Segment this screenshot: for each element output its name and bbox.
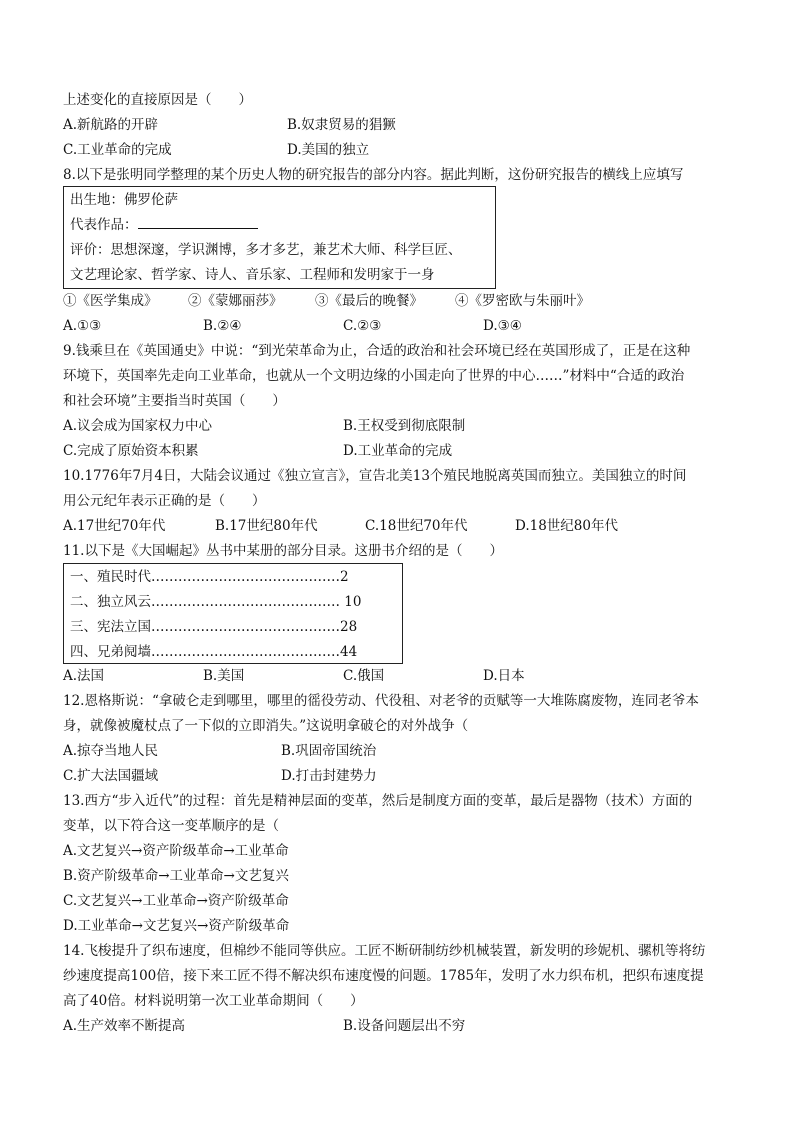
q11-toc-row-1: 一、殖民时代……………………………………2 [70, 569, 349, 585]
q11-toc-box [63, 563, 403, 664]
q11-toc-row-4: 四、兄弟阋墙……………………………………44 [70, 644, 358, 660]
q7-option-c[interactable]: C.工业革命的完成 [63, 142, 172, 158]
q11-option-c[interactable]: C.俄国 [343, 668, 385, 684]
q14-stem-line1: 14.飞梭提升了织布速度，但棉纱不能同等供应。工匠不断研制纺纱机械装置，新发明的珍妮机、骡机等将纺 [63, 943, 706, 959]
q8-works-label: 代表作品： [70, 217, 138, 233]
q8-fill-blank [138, 216, 258, 229]
q12-option-b[interactable]: B.巩固帝国统治 [281, 743, 377, 759]
q8-item-4: ④《罗密欧与朱丽叶》 [455, 293, 590, 309]
q12-option-d[interactable]: D.打击封建势力 [281, 768, 377, 784]
q8-stem: 8.以下是张明同学整理的某个历史人物的研究报告的部分内容。据此判断，这份研究报告的横线上应填写 [63, 167, 684, 183]
q8-works [70, 215, 258, 235]
q11-stem: 11.以下是《大国崛起》丛书中某册的部分目录。这册书介绍的是（ ） [63, 543, 503, 559]
q9-option-c[interactable]: C.完成了原始资本积累 [63, 443, 199, 459]
q10-option-c[interactable]: C.18世纪70年代 [365, 518, 468, 534]
q7-option-a[interactable]: A.新航路的开辟 [63, 117, 159, 133]
q9-option-b[interactable]: B.王权受到彻底限制 [343, 418, 466, 434]
q14-stem-line2: 纱速度提高100倍，接下来工匠不得不解决织布速度慢的问题。1785年，发明了水力织布机，把织布速度提 [63, 968, 704, 984]
q14-stem-line3: 高了40倍。材料说明第一次工业革命期间（ ） [63, 993, 364, 1009]
q7-option-b[interactable]: B.奴隶贸易的猖獗 [287, 117, 396, 133]
q13-option-b[interactable]: B.资产阶级革命→工业革命→文艺复兴 [63, 868, 289, 884]
q13-option-d[interactable]: D.工业革命→文艺复兴→资产阶级革命 [63, 918, 290, 934]
q11-option-a[interactable]: A.法国 [63, 668, 105, 684]
q10-stem-line2: 用公元纪年表示正确的是（ ） [63, 493, 266, 509]
q8-birthplace: 出生地：佛罗伦萨 [70, 192, 178, 208]
q10-option-a[interactable]: A.17世纪70年代 [63, 518, 166, 534]
q7-stem-tail: 上述变化的直接原因是（ ） [63, 92, 252, 108]
q11-option-b[interactable]: B.美国 [203, 668, 245, 684]
q11-toc-row-2: 二、独立风云…………………………………… 10 [70, 594, 362, 610]
q12-option-a[interactable]: A.掠夺当地人民 [63, 743, 159, 759]
q13-stem-line1: 13.西方“步入近代”的过程：首先是精神层面的变革，然后是制度方面的变革，最后是器物（技术）方面的 [63, 793, 693, 809]
q8-option-b[interactable]: B.②④ [203, 318, 242, 334]
q8-info-box [63, 186, 496, 289]
q12-option-c[interactable]: C.扩大法国疆域 [63, 768, 159, 784]
q8-item-2: ②《蒙娜丽莎》 [188, 293, 283, 309]
q9-option-a[interactable]: A.议会成为国家权力中心 [63, 418, 213, 434]
q11-option-d[interactable]: D.日本 [483, 668, 525, 684]
q8-review-line2: 文艺理论家、哲学家、诗人、音乐家、工程师和发明家于一身 [70, 267, 435, 283]
q7-option-d[interactable]: D.美国的独立 [287, 142, 370, 158]
q10-stem-line1: 10.1776年7月4日，大陆会议通过《独立宣言》，宣告北美13个殖民地脱离英国而独立。美国独立的时间 [63, 468, 687, 484]
q12-stem-line1: 12.恩格斯说：“拿破仑走到哪里，哪里的徭役劳动、代役租、对老爷的贡赋等一大堆陈腐废物，连同老爷本 [63, 693, 699, 709]
q8-review-line1: 评价：思想深邃，学识渊博，多才多艺，兼艺术大师、科学巨匠、 [70, 242, 462, 258]
q13-option-a[interactable]: A.文艺复兴→资产阶级革命→工业革命 [63, 843, 289, 859]
q8-item-1: ①《医学集成》 [63, 293, 158, 309]
q9-stem-line3: 和社会环境”主要指当时英国（ ） [63, 393, 286, 409]
q14-option-a[interactable]: A.生产效率不断提高 [63, 1018, 186, 1034]
q12-stem-line2: 身，就像被魔杖点了一下似的立即消失。”这说明拿破仑的对外战争（ [63, 718, 469, 734]
q8-option-c[interactable]: C.②③ [343, 318, 382, 334]
q9-stem-line2: 环境下，英国率先走向工业革命，也就从一个文明边缘的小国走向了世界的中心……”材料中“合适的政治 [63, 368, 685, 384]
q9-option-d[interactable]: D.工业革命的完成 [343, 443, 453, 459]
q13-stem-line2: 变革，以下符合这一变革顺序的是（ [63, 818, 279, 834]
q11-toc-row-3: 三、宪法立国……………………………………28 [70, 619, 358, 635]
q9-stem-line1: 9.钱乘旦在《英国通史》中说：“到光荣革命为止，合适的政治和社会环境已经在英国形成了，正是在这种 [63, 343, 691, 359]
q8-item-3: ③《最后的晚餐》 [315, 293, 423, 309]
q13-option-c[interactable]: C.文艺复兴→工业革命→资产阶级革命 [63, 893, 289, 909]
q10-option-b[interactable]: B.17世纪80年代 [215, 518, 318, 534]
q8-option-a[interactable]: A.①③ [63, 318, 102, 334]
q10-option-d[interactable]: D.18世纪80年代 [515, 518, 618, 534]
q14-option-b[interactable]: B.设备问题层出不穷 [343, 1018, 466, 1034]
q8-option-d[interactable]: D.③④ [483, 318, 522, 334]
